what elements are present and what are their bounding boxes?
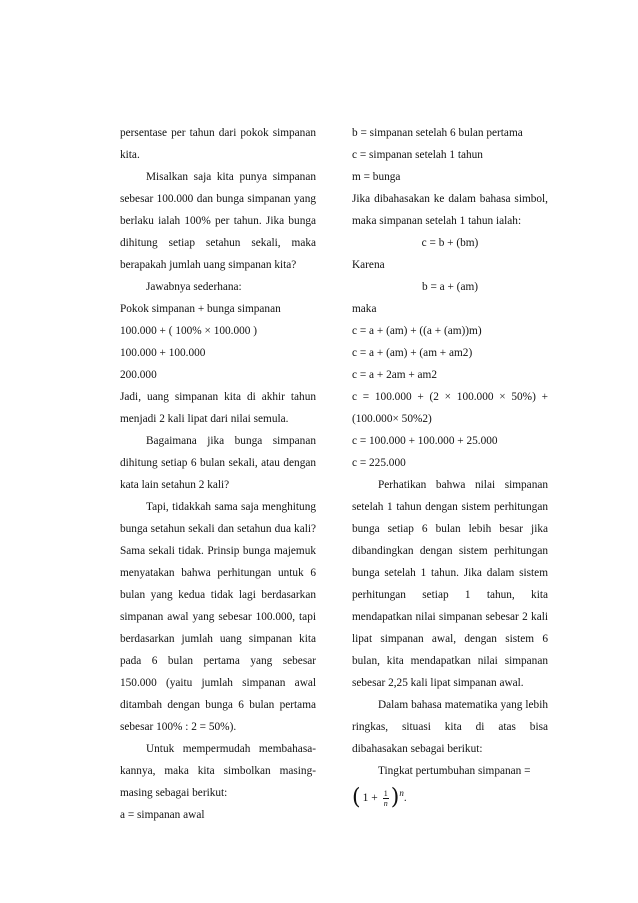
text-line: m = bunga (352, 171, 401, 183)
growth-formula (352, 784, 548, 812)
text-line: c = 225.000 (352, 457, 406, 469)
text-line: maka (352, 303, 377, 315)
fraction (383, 789, 389, 808)
paragraph: Tingkat pertumbuhan simpanan = (378, 765, 531, 777)
paragraph: Jawabnya sederhana: (146, 281, 242, 293)
formula-period: . (403, 792, 407, 804)
text-line: c = 100.000 + 100.000 + 25.000 (352, 435, 498, 447)
paragraph: Jika dibahasakan ke dalam bahasa simbol, maka simpanan setelah 1 tahun ialah: (352, 193, 548, 227)
open-paren: ( (352, 785, 361, 810)
paragraph: Perhatikan bahwa nilai simpanan setelah 1 tahun dengan sistem perhitungan bunga setiap 6 bulan lebih besar jika dibandingkan dengan sistem perhitungan bunga setelah 1 tahun. Jika dalam sistem perhitungan setiap 1 tahun, kita mendapatkan nilai simpanan sebesar 2 kali lipat simpanan awal, dengan sistem 6 bulan, kita mendapatkan nilai simpanan sebesar 2,25 kali lipat simpanan awal. (352, 479, 548, 689)
exponent: n (399, 788, 404, 798)
paragraph: Dalam bahasa matematika yang lebih ringkas, situasi kita di atas bisa dibahasakan sebagai berikut: (352, 699, 548, 755)
text-line: Karena (352, 259, 385, 271)
text-line: 200.000 (120, 369, 157, 381)
text-line: c = a + 2am + am2 (352, 369, 437, 381)
text-line: c = simpanan setelah 1 tahun (352, 149, 483, 161)
fraction-numerator: 1 (383, 788, 388, 798)
paragraph: Bagaimana jika bunga simpanan dihitung setiap 6 bulan sekali, atau dengan kata lain setahun 2 kali? (120, 435, 316, 491)
text-line: 100.000 + ( 100% × 100.000 ) (120, 325, 257, 337)
fraction-denominator: n (383, 798, 388, 808)
formula-line: b = a + (am) (421, 281, 479, 293)
paragraph: Tapi, tidakkah sama saja menghitung bunga setahun sekali dan setahun dua kali? Sama sekali tidak. Prinsip bunga majemuk menyatakan bahwa perhitungan untuk 6 bulan yang kedua tidak lagi berdasarkan simpanan awal yang sebesar 100.000, tapi berdasarkan jumlah uang simpanan kita pada 6 bulan pertama yang sebesar 150.000 (yaitu jumlah simpanan awal ditambah dengan bunga 6 bulan pertama sebesar 100% : 2 = 50%). (120, 501, 316, 733)
formula-one-plus: 1 + (362, 792, 378, 804)
right-column (352, 122, 548, 812)
text-line: Pokok simpanan + bunga simpanan (120, 303, 281, 315)
text-line: c = a + (am) + ((a + (am))m) (352, 325, 482, 337)
text-line: c = a + (am) + (am + am2) (352, 347, 473, 359)
text-line: b = simpanan setelah 6 bulan pertama (352, 127, 523, 139)
paragraph: Jadi, uang simpanan kita di akhir tahun menjadi 2 kali lipat dari nilai semula. (120, 391, 316, 425)
paragraph: Untuk mempermudah membahasa-kannya, maka kita simbolkan masing-masing sebagai berikut: (120, 743, 316, 799)
left-column (120, 122, 316, 826)
formula-line: c = b + (bm) (421, 237, 479, 249)
paragraph: persentase per tahun dari pokok simpanan kita. (120, 127, 316, 161)
text-line: 100.000 + 100.000 (120, 347, 206, 359)
text-line: a = simpanan awal (120, 809, 205, 821)
paragraph: Misalkan saja kita punya simpanan sebesar 100.000 dan bunga simpanan yang berlaku ialah 100% per tahun. Jika bunga dihitung setiap setahun sekali, maka berapakah jumlah uang simpanan kita? (120, 171, 316, 271)
paragraph: c = 100.000 + (2 × 100.000 × 50%) + (100.000× 50%2) (352, 391, 548, 425)
close-paren: ) (390, 785, 400, 810)
